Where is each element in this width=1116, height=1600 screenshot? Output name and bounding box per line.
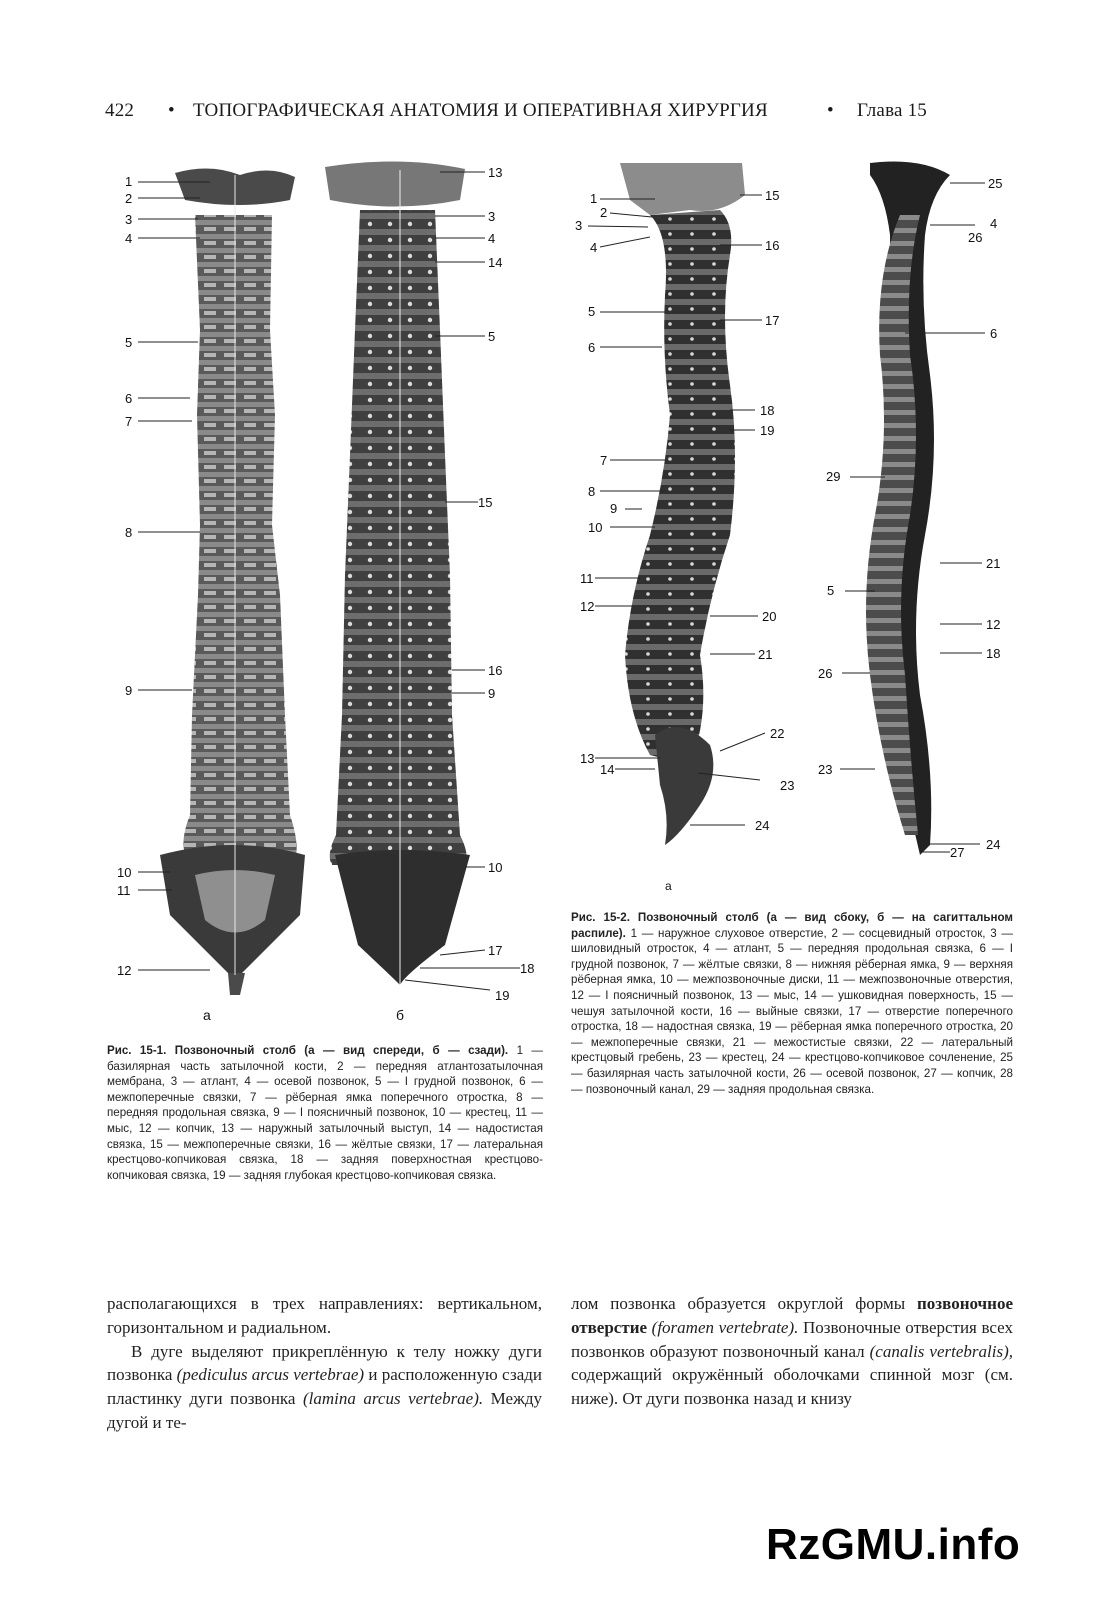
fig1-label-a-1: 1 <box>125 174 133 189</box>
fig2-label-b-5: 5 <box>827 583 835 598</box>
site-watermark: RzGMU.info <box>766 1520 1021 1569</box>
fig1-label-a-12: 12 <box>117 963 132 978</box>
fig2-caption-body: 1 — наружное слуховое отверстие, 2 — сосцевидный отросток, 3 — шиловидный отросток, 4 — атлант, 5 — передняя продольная связка, 6 — I грудной позвонок, 7 — жёлтые связки, 8 — нижняя рёберная ямка, 9 — верхняя рёберная ямка, 10 — межпозвоночные диски, 11 — межпозвоночные отверстия, 12 — I поясничный позвонок, 13 — мыс, 14 — ушковидная поверхность, 15 — чешуя затылочной кости, 16 — выйные связки, 17 — отверстие поперечного отростка, 18 — надостная связка, 19 — рёберная ямка поперечного отростка, 20 — межпоперечные связки, 21 — межостистые связки, 22 — латеральный крестцовый гребень, 23 — крестец, 24 — крестцово-копчиковое сочленение, 25 — базилярная часть затылочной кости, 26 — осевой позвонок, 27 — копчик, 28 — позвоночный канал, 29 — задняя продольная связка. <box>571 926 1013 1096</box>
figure-15-2-caption <box>571 910 1013 1097</box>
fig2-label-b-26-top: 26 <box>968 230 983 245</box>
figure-15-1 <box>100 155 540 1025</box>
fig2-label-a-8: 8 <box>588 484 596 499</box>
fig2-label-b-4: 4 <box>990 216 998 231</box>
fig2-label-a-17: 17 <box>765 313 780 328</box>
fig2-label-a-22: 22 <box>770 726 785 741</box>
fig1-label-b-4: 4 <box>488 231 496 246</box>
body-left-column <box>107 1292 542 1435</box>
page-number: 422 <box>105 100 135 121</box>
fig2-label-b-6: 6 <box>990 326 998 341</box>
fig1-label-a-2: 2 <box>125 191 133 206</box>
chapter-label: Глава 15 <box>857 100 927 121</box>
fig1-label-a-6: 6 <box>125 391 133 406</box>
fig1-label-b-10: 10 <box>488 860 503 875</box>
fig1-panel-b-label: б <box>396 1007 405 1023</box>
fig1-label-a-7: 7 <box>125 414 133 429</box>
spine-sagittal-section <box>866 162 950 856</box>
fig2-label-a-3: 3 <box>575 218 583 233</box>
spine-anterior-view <box>160 168 305 995</box>
fig2-label-a-19: 19 <box>760 423 775 438</box>
fig1-caption-title: Рис. 15-1. Позвоночный столб (а — вид спереди, б — сзади). <box>107 1044 509 1057</box>
fig1-label-a-4: 4 <box>125 231 133 246</box>
fig1-caption-body: 1 — базилярная часть затылочной кости, 2 — передняя атлантозатылочная мембрана, 3 — атлант, 4 — осевой позвонок, 5 — I грудной позвонок, 6 — межпоперечные связки, 7 — рёберная ямка поперечного отростка, 8 — передняя продольная связка, 9 — I поясничный позвонок, 10 — крестец, 11 — мыс, 12 — копчик, 13 — наружный затылочный выступ, 14 — надостистая связка, 15 — межпоперечные связки, 16 — жёлтые связки, 17 — латеральная крестцово-копчиковая связка, 18 — задняя поверхностная крестцово-копчиковая связка, 19 — задняя глубокая крестцово-копчиковая связка. <box>107 1044 544 1182</box>
body-right-paragraph: лом позвонка образуется округлой формы позвоночное отверстие (foramen vertebrate). Позвоночные отверстия всех позвонков образуют позвоночный канал (canalis vertebralis), содержащий окружённый оболочками спинной мозг (см. ниже). От дуги позвонка назад и книзу <box>571 1294 1014 1409</box>
fig2-label-a-13: 13 <box>580 751 595 766</box>
fig2-label-a-1: 1 <box>590 191 598 206</box>
fig2-label-b-23: 23 <box>818 762 833 777</box>
fig1-panel-a-label: а <box>203 1007 211 1023</box>
figure-15-1-caption <box>107 1043 543 1183</box>
fig1-label-a-10: 10 <box>117 865 132 880</box>
spine-posterior-view <box>325 161 470 985</box>
fig1-label-a-11: 11 <box>117 883 131 898</box>
fig1-label-a-9: 9 <box>125 683 133 698</box>
fig2-label-b-25: 25 <box>988 176 1003 191</box>
body-left-paragraph-1: располагающихся в трех направлениях: вертикальном, горизонтальном и радиальном. <box>107 1294 542 1337</box>
fig2-label-a-20: 20 <box>762 609 777 624</box>
fig2-label-a-23: 23 <box>780 778 795 793</box>
fig2-label-b-12: 12 <box>986 617 1001 632</box>
fig2-label-a-5: 5 <box>588 304 596 319</box>
fig1-label-a-3: 3 <box>125 212 133 227</box>
fig2-label-a-11: 11 <box>580 571 594 586</box>
fig1-label-b-14: 14 <box>488 255 503 270</box>
fig1-label-b-9: 9 <box>488 686 496 701</box>
spine-lateral-view <box>620 163 745 845</box>
fig2-label-b-21: 21 <box>986 556 1001 571</box>
fig2-label-b-29: 29 <box>826 469 841 484</box>
body-left-paragraph-2: В дуге выделяют прикреплённую к телу ножку дуги позвонка (pediculus arcus vertebrae) и расположенную сзади пластинку дуги позвонка (lamina arcus vertebrae). Между дугой и те- <box>107 1341 543 1432</box>
fig2-label-a-18: 18 <box>760 403 775 418</box>
fig1-label-a-5: 5 <box>125 335 133 350</box>
fig2-panel-a-label: а <box>665 879 672 893</box>
running-header <box>105 100 945 126</box>
fig1-label-a-8: 8 <box>125 525 133 540</box>
fig2-label-a-12: 12 <box>580 599 595 614</box>
fig2-label-a-9: 9 <box>610 501 618 516</box>
fig2-label-a-21: 21 <box>758 647 773 662</box>
fig1-label-b-17: 17 <box>488 943 503 958</box>
fig1-label-b-3: 3 <box>488 209 496 224</box>
fig2-label-a-15: 15 <box>765 188 780 203</box>
fig1-label-b-19: 19 <box>495 988 510 1003</box>
book-title: ТОПОГРАФИЧЕСКАЯ АНАТОМИЯ И ОПЕРАТИВНАЯ ХИРУРГИЯ <box>193 100 768 121</box>
header-bullet-left: • <box>168 100 175 121</box>
fig2-caption-title: Рис. 15-2. Позвоночный столб (а — вид сбоку, б — на сагиттальном распиле). <box>571 911 1013 940</box>
fig2-label-b-24: 24 <box>986 837 1001 852</box>
header-bullet-right: • <box>827 100 834 121</box>
fig1-label-b-15: 15 <box>478 495 493 510</box>
fig2-label-a-24: 24 <box>755 818 770 833</box>
body-right-column <box>571 1292 1013 1411</box>
fig2-label-a-7: 7 <box>600 453 608 468</box>
fig2-label-a-10: 10 <box>588 520 603 535</box>
fig2-label-a-4: 4 <box>590 240 598 255</box>
fig1-label-b-16: 16 <box>488 663 503 678</box>
fig2-label-a-16: 16 <box>765 238 780 253</box>
fig2-label-b-27: 27 <box>950 845 965 860</box>
fig2-label-a-6: 6 <box>588 340 596 355</box>
fig1-label-b-5: 5 <box>488 329 496 344</box>
fig2-label-b-26: 26 <box>818 666 833 681</box>
fig1-label-b-13: 13 <box>488 165 503 180</box>
fig2-label-a-14: 14 <box>600 762 615 777</box>
fig2-label-a-2: 2 <box>600 205 608 220</box>
figure-15-2 <box>570 155 1020 895</box>
fig2-label-b-18: 18 <box>986 646 1001 661</box>
fig1-label-b-18: 18 <box>520 961 535 976</box>
